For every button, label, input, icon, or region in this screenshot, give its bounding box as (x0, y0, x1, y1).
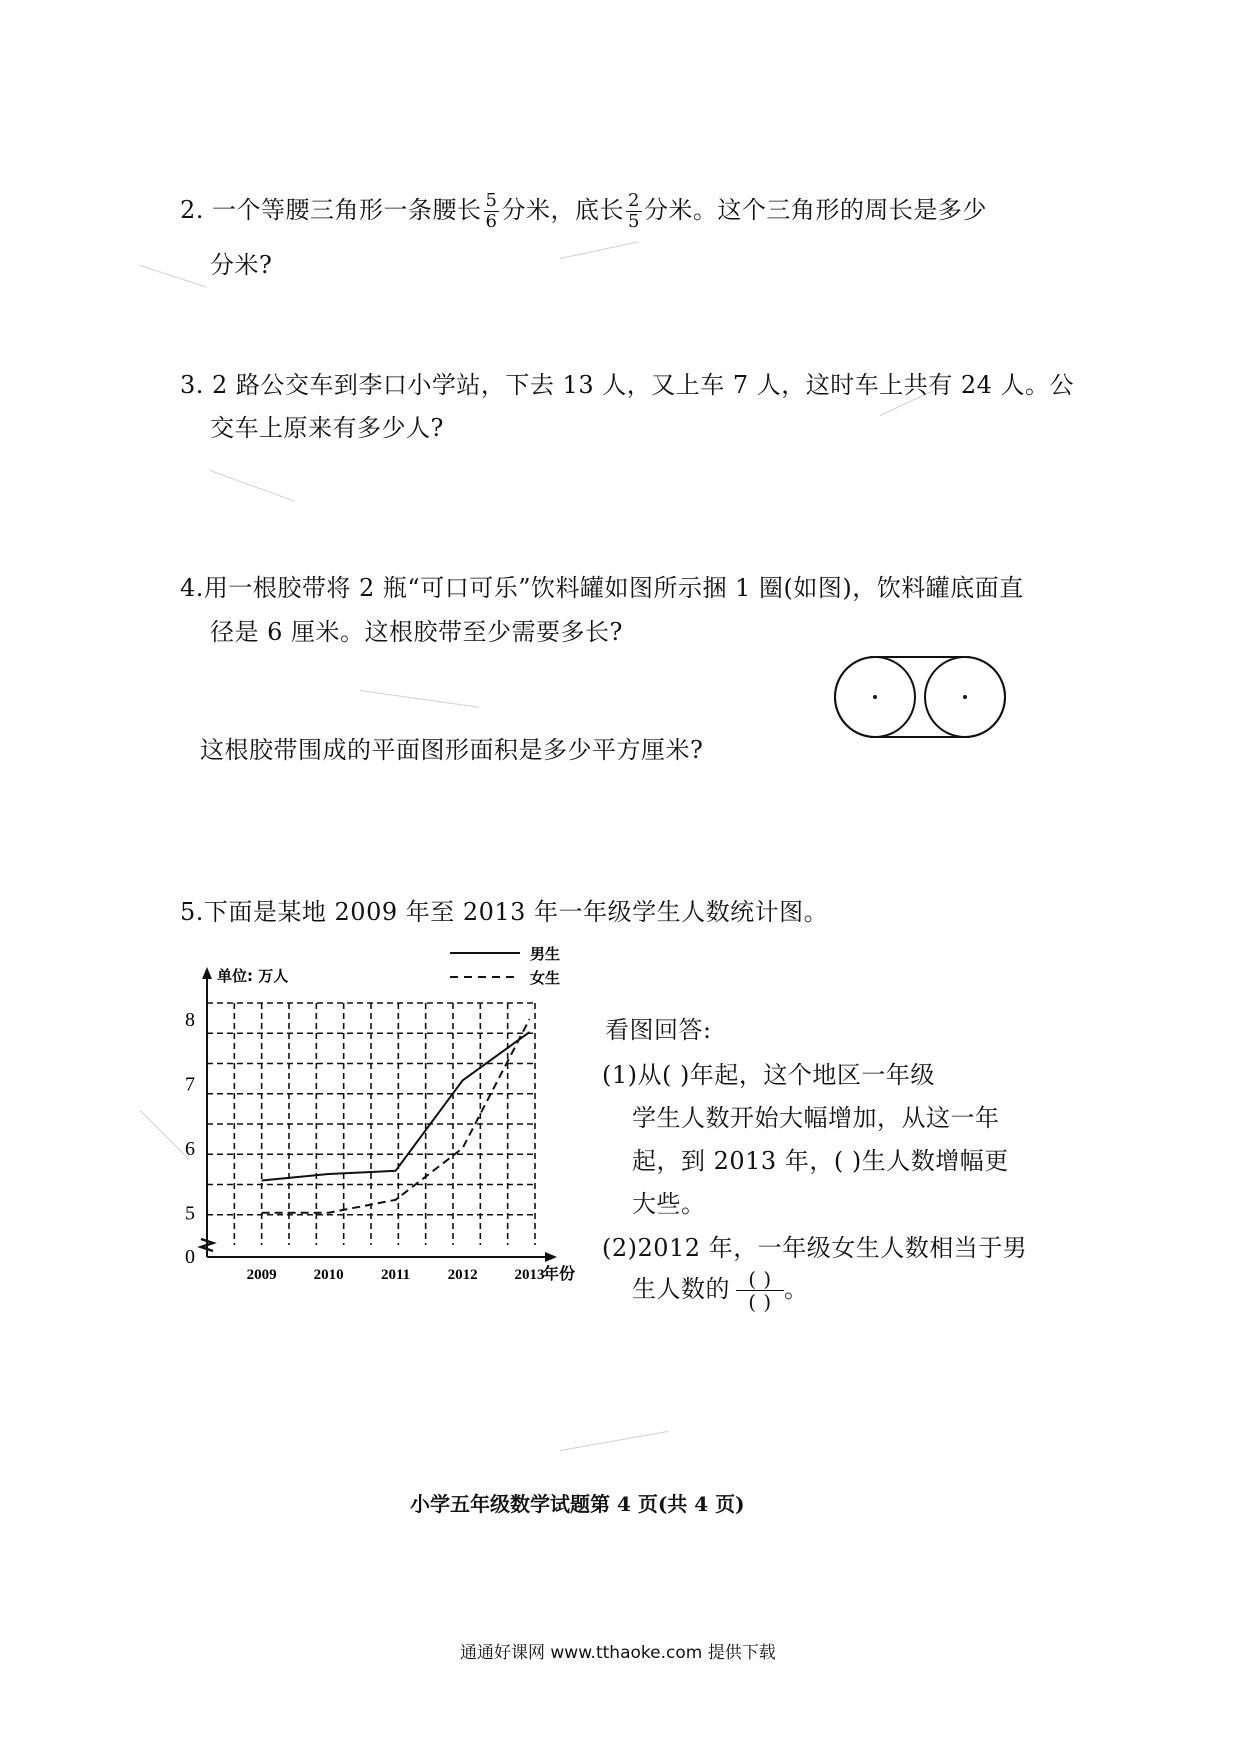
x-tick-label: 2010 (313, 1267, 344, 1283)
chart-labels (185, 967, 575, 1283)
q2-mid: 分米，底长 (501, 196, 624, 224)
question-2-line-1 (180, 190, 987, 232)
question-4-line-3: 这根胶带围成的平面图形面积是多少平方厘米? (200, 736, 704, 764)
student-count-line-chart (185, 945, 575, 1290)
scan-mark (560, 241, 638, 259)
x-tick-label: 2012 (447, 1267, 478, 1283)
q5-part2-line-2 (632, 1268, 809, 1313)
q5-part1-line-1: (1)从( )年起，这个地区一年级 (602, 1061, 935, 1089)
question-5-intro: 5.下面是某地 2009 年至 2013 年一年级学生人数统计图。 (180, 898, 829, 926)
x-tick-label: 2013 (514, 1267, 545, 1283)
chart-axes (201, 967, 557, 1262)
leg-length-fraction: $\frac{5}{6}$ (485, 190, 498, 232)
axis-break-mark (201, 1239, 213, 1251)
answer-fraction-blank: $\frac{( )}{( )}$ (736, 1268, 784, 1313)
page-footer: 小学五年级数学试题第 4 页(共 4 页) (410, 1492, 745, 1516)
x-axis-label: 年份 (542, 1264, 575, 1283)
q5-part2-line-1: (2)2012 年，一年级女生人数相当于男 (602, 1234, 1028, 1262)
q5-part2-text: 生人数的 (632, 1275, 730, 1303)
chart-legend (450, 945, 560, 987)
legend-label: 男生 (530, 945, 561, 963)
two-cans-figure (830, 650, 1010, 745)
y-axis-arrow (202, 967, 212, 979)
tape-outline (835, 657, 1005, 737)
unit-label: 单位: 万人 (217, 967, 289, 985)
q5-part1-line-3: 起，到 2013 年，( )生人数增幅更 (632, 1147, 1009, 1175)
download-credit: 通通好课网 www.tthaoke.com 提供下载 (460, 1643, 776, 1663)
y-tick-label: 0 (185, 1246, 195, 1268)
question-4-line-1: 4.用一根胶带将 2 瓶“可口可乐”饮料罐如图所示捆 1 圈(如图)，饮料罐底面直 (180, 574, 1024, 602)
can-right-center (963, 695, 967, 699)
y-tick-label: 6 (185, 1138, 195, 1161)
y-tick-label: 8 (185, 1009, 195, 1032)
series-line-girls (262, 1019, 530, 1213)
x-tick-label: 2011 (381, 1267, 411, 1283)
answer-prompt-title: 看图回答: (605, 1016, 712, 1044)
q5-part1-line-2: 学生人数开始大幅增加，从这一年 (632, 1104, 1000, 1132)
y-tick-label: 5 (185, 1202, 195, 1225)
q5-part1-line-4: 大些。 (632, 1190, 706, 1218)
q5-part2-end: 。 (784, 1275, 809, 1303)
question-4-line-2: 径是 6 厘米。这根胶带至少需要多长? (210, 618, 623, 646)
y-tick-label: 7 (185, 1073, 195, 1096)
scan-mark (360, 690, 479, 708)
base-length-fraction: $\frac{2}{5}$ (627, 190, 640, 232)
question-3-line-1: 3. 2 路公交车到李口小学站，下去 13 人，又上车 7 人，这时车上共有 24 人。公 (180, 371, 1075, 399)
can-left-center (873, 695, 877, 699)
scan-mark (560, 1431, 669, 1451)
question-3-line-2: 交车上原来有多少人? (210, 414, 444, 442)
q2-suffix: 分米。这个三角形的周长是多少 (643, 196, 987, 224)
legend-label: 女生 (530, 969, 561, 987)
question-2-line-2: 分米? (210, 251, 273, 279)
x-tick-label: 2009 (246, 1267, 277, 1283)
scan-mark (210, 470, 295, 502)
chart-series (262, 1019, 530, 1213)
chart-grid (207, 1003, 535, 1245)
series-line-boys (262, 1032, 530, 1180)
x-axis-arrow (545, 1252, 557, 1262)
scan-mark (140, 265, 207, 288)
scan-mark (140, 1110, 190, 1160)
q2-prefix: 2. 一个等腰三角形一条腰长 (180, 196, 482, 224)
